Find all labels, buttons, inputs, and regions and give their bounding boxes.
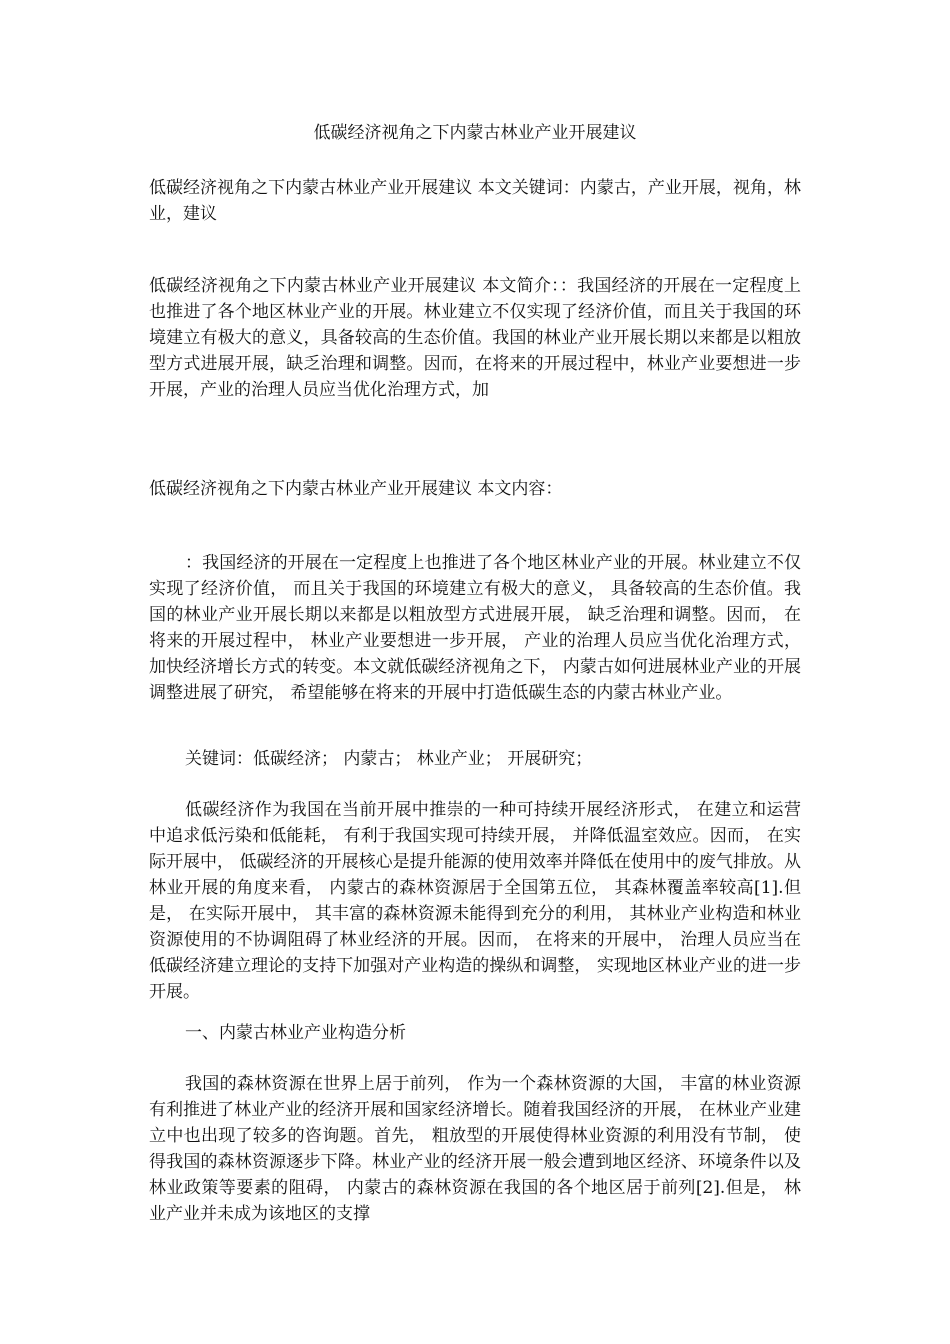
keywords-paragraph: 关键词：低碳经济； 内蒙古； 林业产业； 开展研究；: [185, 749, 593, 769]
body-paragraph-1: 低碳经济作为我国在当前开展中推崇的一种可持续开展经济形式， 在建立和运营中追求低污染和低能耗， 有利于我国实现可持续开展， 并降低温室效应。因而， 在实际开展中， 低碳经济的开展核心是提升能源的使用效率并降低在使用中的废气排放。从林业开展的角度来看， 内蒙古的森林资源居于全国第五位， 其森林覆盖率较高[1].但是， 在实际开展中， 其丰富的森林资源未能得到充分的利用， 其林业产业构造和林业资源使用的不协调阻碍了林业经济的开展。因而， 在将来的开展中， 治理人员应当在低碳经济建立理论的支持下加强对产业构造的操纵和调整， 实现地区林业产业的进一步开展。: [149, 800, 801, 1002]
section-1-heading: 一、内蒙古林业产业构造分析: [185, 1023, 406, 1043]
document-title: 低碳经济视角之下内蒙古林业产业开展建议: [313, 123, 637, 143]
content-heading: 低碳经济视角之下内蒙古林业产业开展建议 本文内容：: [149, 479, 563, 499]
summary-paragraph: 低碳经济视角之下内蒙古林业产业开展建议 本文简介：：我国经济的开展在一定程度上也推进了各个地区林业产业的开展。林业建立不仅实现了经济价值，而且关于我国的环境建立有极大的意义，具备较高的生态价值。我国的林业产业开展长期以来都是以粗放型方式进展开展，缺乏治理和调整。因而，在将来的开展过程中，林业产业要想进一步开展，产业的治理人员应当优化治理方式，加: [149, 276, 801, 400]
keywords-line: 低碳经济视角之下内蒙古林业产业开展建议 本文关键词：内蒙古，产业开展，视角，林业，建议: [149, 178, 801, 224]
abstract-paragraph: ：我国经济的开展在一定程度上也推进了各个地区林业产业的开展。林业建立不仅实现了经济价值， 而且关于我国的环境建立有极大的意义， 具备较高的生态价值。我国的林业产业开展长期以来都是以粗放型方式进展开展， 缺乏治理和调整。因而， 在将来的开展过程中， 林业产业要想进一步开展， 产业的治理人员应当优化治理方式， 加快经济增长方式的转变。本文就低碳经济视角之下， 内蒙古如何进展林业产业的开展调整进展了研究， 希望能够在将来的开展中打造低碳生态的内蒙古林业产业。: [149, 553, 801, 703]
body-paragraph-2: 我国的森林资源在世界上居于前列， 作为一个森林资源的大国， 丰富的林业资源有利推进了林业产业的经济开展和国家经济增长。随着我国经济的开展， 在林业产业建立中也出现了较多的咨询题。首先， 粗放型的开展使得林业资源的利用没有节制， 使得我国的森林资源逐步下降。林业产业的经济开展一般会遭到地区经济、环境条件以及林业政策等要素的阻碍， 内蒙古的森林资源在我国的各个地区居于前列[2].但是， 林业产业并未成为该地区的支撑: [149, 1074, 801, 1224]
